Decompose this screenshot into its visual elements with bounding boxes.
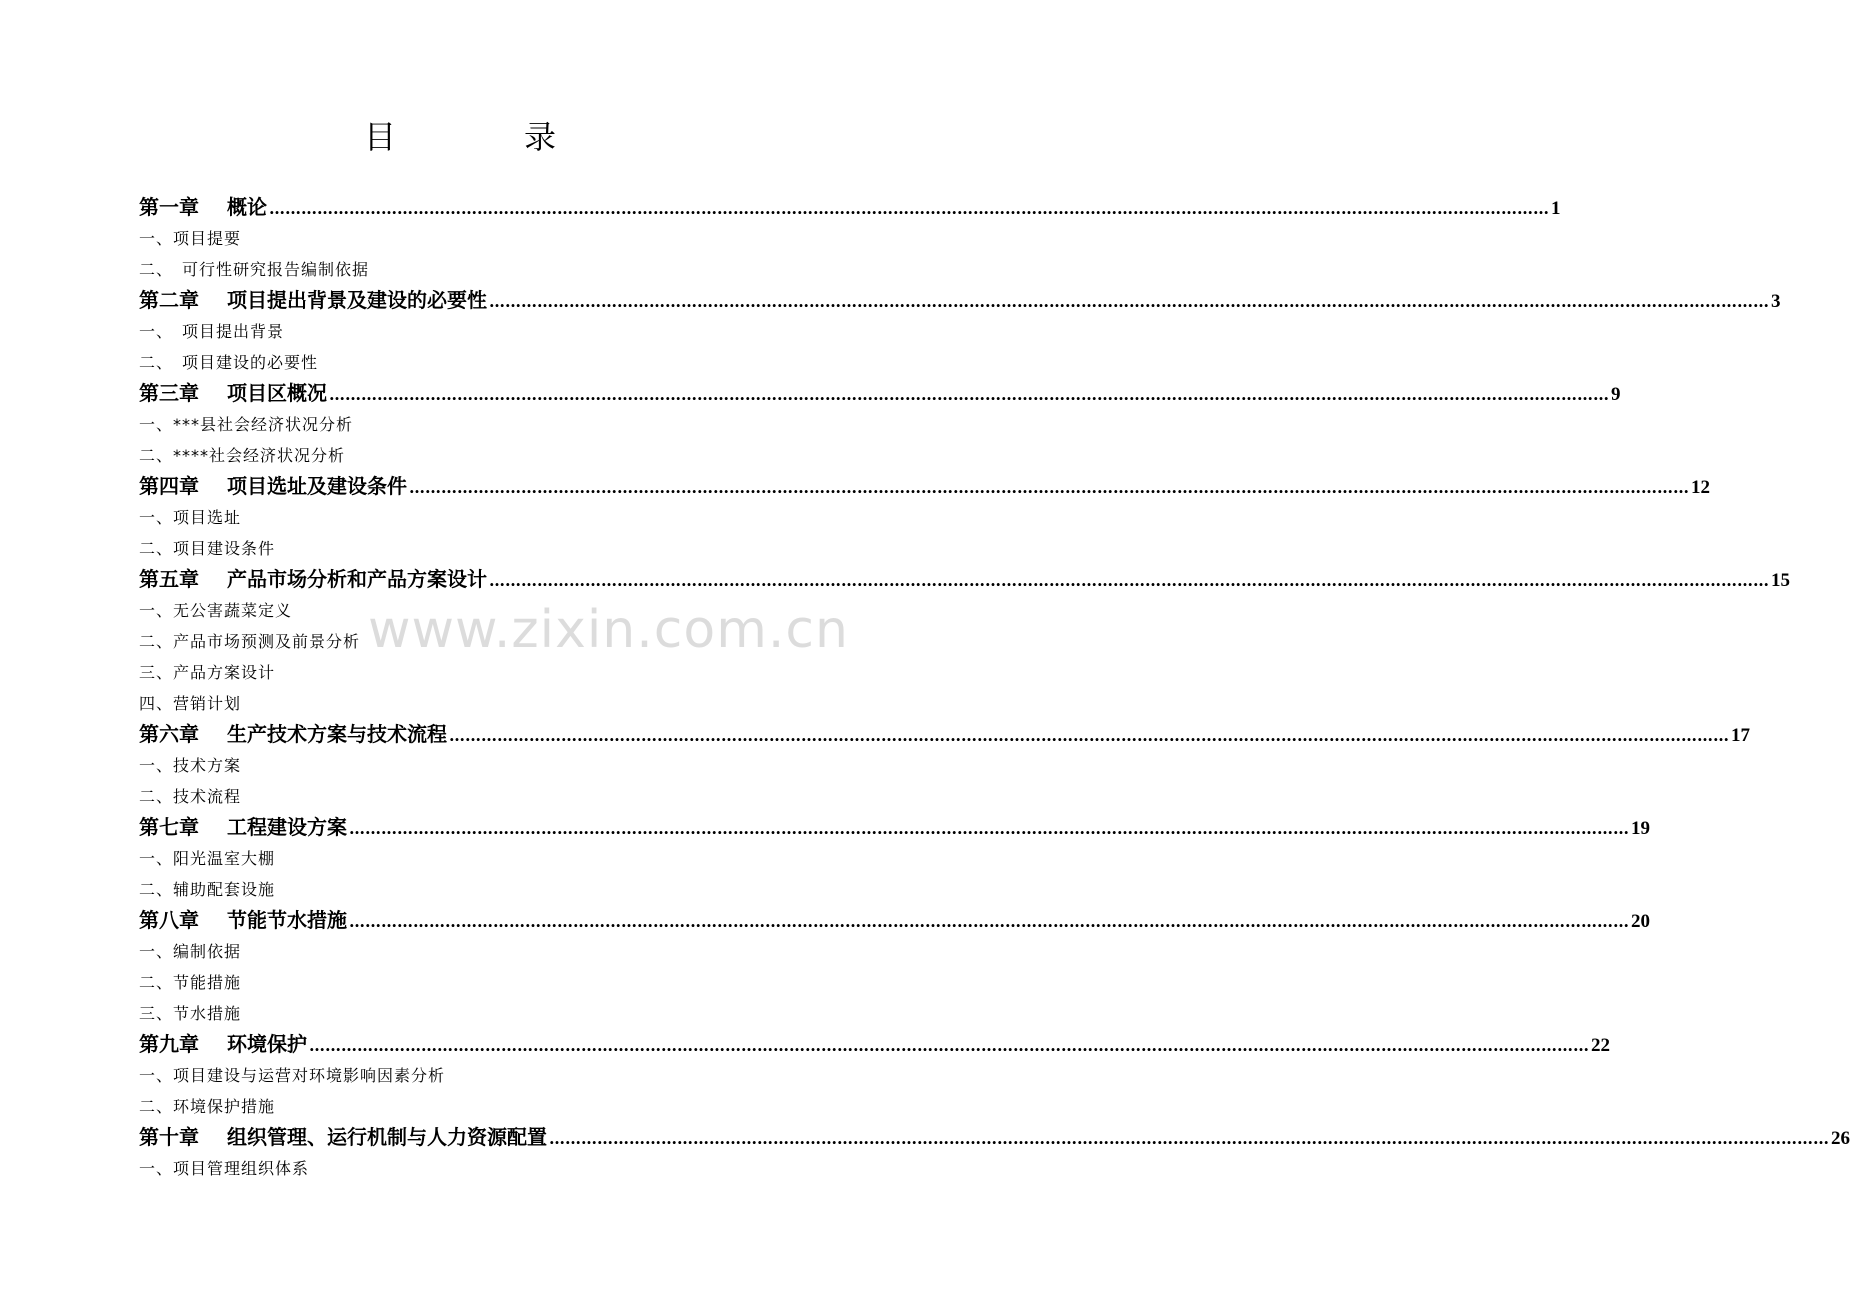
toc-chapter-entry — [139, 1029, 1610, 1060]
chapter-page-number: 12 — [1691, 477, 1710, 498]
chapter-title: 环境保护 — [227, 1032, 307, 1056]
chapter-number: 第一章 — [139, 195, 199, 219]
chapter-number: 第八章 — [139, 908, 199, 932]
chapter-page-number: 17 — [1731, 725, 1750, 746]
toc-chapter-entry — [139, 285, 1781, 316]
chapter-page-number: 3 — [1771, 291, 1781, 312]
dot-leader: …………………………………………………………………………………………………………………………………………………………………………………………………………………… — [349, 819, 1629, 838]
toc-section-entry: 一、项目选址 — [139, 508, 242, 527]
chapter-title: 项目选址及建设条件 — [227, 474, 407, 498]
chapter-number: 第六章 — [139, 722, 199, 746]
toc-section-entry: 二、技术流程 — [139, 787, 242, 806]
chapter-page-number: 20 — [1631, 911, 1650, 932]
toc-section-entry: 二、 项目建设的必要性 — [139, 353, 319, 372]
dot-leader: …………………………………………………………………………………………………………………………………………………………………………………………………………………… — [269, 199, 1549, 218]
chapter-title: 工程建设方案 — [227, 815, 347, 839]
chapter-page-number: 26 — [1831, 1128, 1850, 1149]
chapter-number: 第九章 — [139, 1032, 199, 1056]
chapter-number: 第二章 — [139, 288, 199, 312]
dot-leader: …………………………………………………………………………………………………………………………………………………………………………………………………………………… — [489, 571, 1769, 590]
watermark: www.zixin.com.cn — [368, 600, 849, 660]
chapter-title: 项目区概况 — [227, 381, 327, 405]
chapter-title: 产品市场分析和产品方案设计 — [227, 567, 487, 591]
page-title: 目 录 — [363, 118, 604, 156]
toc-chapter-entry — [139, 1122, 1850, 1153]
toc-chapter-entry — [139, 719, 1750, 750]
toc-section-entry: 二、节能措施 — [139, 973, 242, 992]
chapter-page-number: 15 — [1771, 570, 1790, 591]
chapter-page-number: 1 — [1551, 198, 1561, 219]
dot-leader: …………………………………………………………………………………………………………………………………………………………………………………………………………………… — [409, 478, 1689, 497]
chapter-number: 第四章 — [139, 474, 199, 498]
chapter-title: 概论 — [227, 195, 267, 219]
toc-section-entry: 一、编制依据 — [139, 942, 242, 961]
toc-section-entry: 二、****社会经济状况分析 — [139, 446, 346, 465]
chapter-number: 第五章 — [139, 567, 199, 591]
toc-chapter-entry — [139, 192, 1561, 223]
dot-leader: …………………………………………………………………………………………………………………………………………………………………………………………………………………… — [349, 912, 1629, 931]
toc-section-entry: 三、产品方案设计 — [139, 663, 276, 682]
chapter-title: 项目提出背景及建设的必要性 — [227, 288, 487, 312]
toc-section-entry: 二、项目建设条件 — [139, 539, 276, 558]
dot-leader: …………………………………………………………………………………………………………………………………………………………………………………………………………………… — [329, 385, 1609, 404]
dot-leader: …………………………………………………………………………………………………………………………………………………………………………………………………………………… — [489, 292, 1769, 311]
toc-chapter-entry — [139, 471, 1710, 502]
chapter-page-number: 19 — [1631, 818, 1650, 839]
toc-chapter-entry — [139, 378, 1621, 409]
chapter-title: 节能节水措施 — [227, 908, 347, 932]
toc-section-entry: 四、营销计划 — [139, 694, 242, 713]
dot-leader: …………………………………………………………………………………………………………………………………………………………………………………………………………………… — [549, 1129, 1829, 1148]
chapter-number: 第十章 — [139, 1125, 199, 1149]
toc-section-entry: 三、节水措施 — [139, 1004, 242, 1023]
dot-leader: …………………………………………………………………………………………………………………………………………………………………………………………………………………… — [309, 1036, 1589, 1055]
toc-section-entry: 二、产品市场预测及前景分析 — [139, 632, 361, 651]
dot-leader: …………………………………………………………………………………………………………………………………………………………………………………………………………………… — [449, 726, 1729, 745]
chapter-page-number: 22 — [1591, 1035, 1610, 1056]
toc-section-entry: 一、项目建设与运营对环境影响因素分析 — [139, 1066, 446, 1085]
chapter-page-number: 9 — [1611, 384, 1621, 405]
table-of-contents — [139, 192, 1850, 1184]
toc-section-entry: 一、 项目提出背景 — [139, 322, 285, 341]
toc-section-entry: 二、辅助配套设施 — [139, 880, 276, 899]
toc-chapter-entry — [139, 812, 1650, 843]
toc-section-entry: 一、项目管理组织体系 — [139, 1159, 310, 1178]
toc-section-entry: 二、 可行性研究报告编制依据 — [139, 260, 370, 279]
toc-section-entry: 一、阳光温室大棚 — [139, 849, 276, 868]
chapter-number: 第三章 — [139, 381, 199, 405]
toc-chapter-entry — [139, 905, 1650, 936]
chapter-title: 生产技术方案与技术流程 — [227, 722, 447, 746]
chapter-number: 第七章 — [139, 815, 199, 839]
chapter-title: 组织管理、运行机制与人力资源配置 — [227, 1125, 547, 1149]
toc-chapter-entry — [139, 564, 1790, 595]
toc-section-entry: 一、技术方案 — [139, 756, 242, 775]
toc-section-entry: 一、无公害蔬菜定义 — [139, 601, 293, 620]
toc-section-entry: 一、项目提要 — [139, 229, 242, 248]
toc-section-entry: 二、环境保护措施 — [139, 1097, 276, 1116]
toc-section-entry: 一、***县社会经济状况分析 — [139, 415, 354, 434]
